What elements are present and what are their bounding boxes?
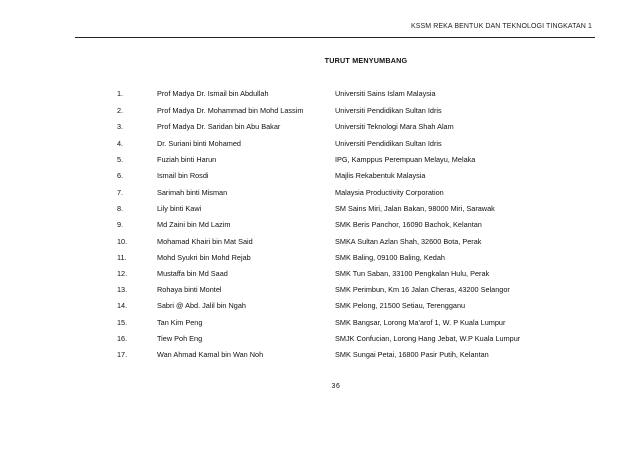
contributor-number: 10. xyxy=(117,237,128,246)
contributor-name: Tiew Poh Eng xyxy=(157,334,203,343)
contributor-organization: SMK Perimbun, Km 16 Jalan Cheras, 43200 Selangor xyxy=(335,285,510,294)
header-divider xyxy=(75,37,595,38)
contributor-organization: SMKA Sultan Azlan Shah, 32600 Bota, Perak xyxy=(335,237,482,246)
contributor-number: 4. xyxy=(117,139,124,148)
contributor-number: 8. xyxy=(117,204,124,213)
contributor-organization: Malaysia Productivity Corporation xyxy=(335,188,444,197)
contributor-name: Mustaffa bin Md Saad xyxy=(157,269,228,278)
contributor-number: 15. xyxy=(117,318,128,327)
contributor-number: 5. xyxy=(117,155,124,164)
contributor-number: 1. xyxy=(117,89,124,98)
contributor-organization: SMK Beris Panchor, 16090 Bachok, Kelantan xyxy=(335,220,482,229)
contributor-name: Lily binti Kawi xyxy=(157,204,202,213)
contributor-organization: SMK Sungai Petai, 16800 Pasir Putih, Kelantan xyxy=(335,350,489,359)
contributor-number: 11. xyxy=(117,253,127,262)
contributor-name: Fuziah binti Harun xyxy=(157,155,217,164)
running-header: KSSM REKA BENTUK DAN TEKNOLOGI TINGKATAN 1 xyxy=(410,23,592,30)
contributor-number: 6. xyxy=(117,171,124,180)
contributor-number: 2. xyxy=(117,106,124,115)
contributor-number: 9. xyxy=(117,220,124,229)
contributor-organization: Universiti Teknologi Mara Shah Alam xyxy=(335,122,454,131)
contributor-organization: SMK Tun Saban, 33100 Pengkalan Hulu, Perak xyxy=(335,269,490,278)
contributor-name: Tan Kim Peng xyxy=(157,318,203,327)
contributor-organization: SMK Bangsar, Lorong Ma'arof 1, W. P Kuala Lumpur xyxy=(335,318,506,327)
contributor-number: 14. xyxy=(117,301,128,310)
page-number: 36 xyxy=(331,383,341,390)
page-title: TURUT MENYUMBANG xyxy=(324,56,408,65)
contributor-organization: SMJK Confucian, Lorong Hang Jebat, W.P Kuala Lumpur xyxy=(335,334,521,343)
contributor-name: Mohamad Khairi bin Mat Said xyxy=(157,237,253,246)
contributor-organization: Universiti Pendidikan Sultan Idris xyxy=(335,106,442,115)
contributor-number: 16. xyxy=(117,334,128,343)
contributor-name: Wan Ahmad Kamal bin Wan Noh xyxy=(157,350,264,359)
contributor-number: 3. xyxy=(117,122,124,131)
contributor-name: Ismail bin Rosdi xyxy=(157,171,209,180)
contributor-number: 13. xyxy=(117,285,128,294)
contributor-number: 7. xyxy=(117,188,124,197)
contributor-name: Prof Madya Dr. Ismail bin Abdullah xyxy=(157,89,269,98)
contributor-organization: Universiti Pendidikan Sultan Idris xyxy=(335,139,442,148)
contributor-organization: IPG, Kamppus Perempuan Melayu, Melaka xyxy=(335,155,476,164)
contributor-organization: SMK Pelong, 21500 Setiau, Terengganu xyxy=(335,301,466,310)
contributor-organization: Universiti Sains Islam Malaysia xyxy=(335,89,436,98)
contributor-name: Prof Madya Dr. Mohammad bin Mohd Lassim xyxy=(157,106,304,115)
contributor-organization: SMK Baling, 09100 Baling, Kedah xyxy=(335,253,445,262)
contributor-name: Mohd Syukri bin Mohd Rejab xyxy=(157,253,251,262)
contributor-number: 17. xyxy=(117,350,128,359)
contributor-organization: SM Sains Miri, Jalan Bakan, 98000 Miri, Sarawak xyxy=(335,204,495,213)
contributor-name: Rohaya binti Montel xyxy=(157,285,222,294)
contributor-name: Md Zaini bin Md Lazim xyxy=(157,220,231,229)
contributor-name: Sabri @ Abd. Jalil bin Ngah xyxy=(157,301,246,310)
contributor-name: Sarimah binti Misman xyxy=(157,188,228,197)
contributor-organization: Majlis Rekabentuk Malaysia xyxy=(335,171,426,180)
contributor-number: 12. xyxy=(117,269,128,278)
contributor-name: Prof Madya Dr. Saridan bin Abu Bakar xyxy=(157,122,281,131)
contributor-name: Dr. Suriani binti Mohamed xyxy=(157,139,241,148)
